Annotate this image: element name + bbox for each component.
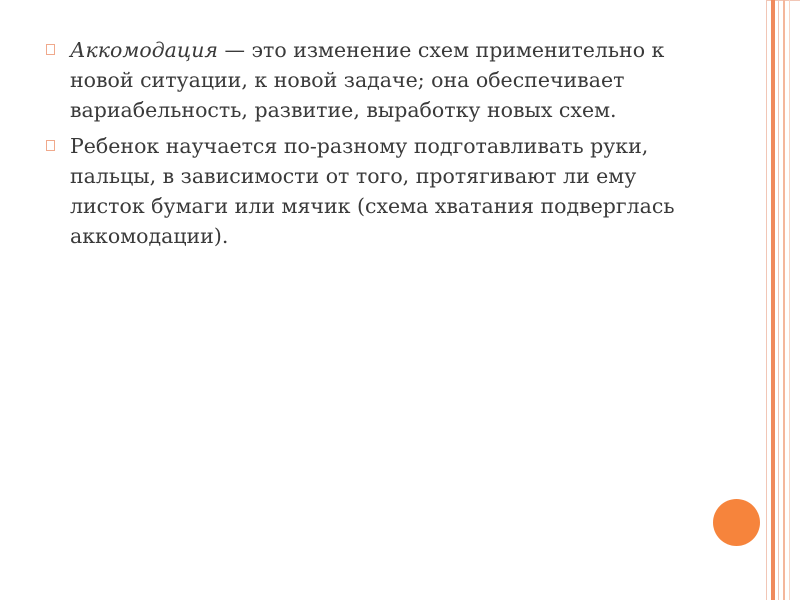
decorative-stripe xyxy=(778,0,779,600)
bullet-item-accommodation-definition xyxy=(44,35,694,125)
bullet-item-child-example xyxy=(44,131,694,251)
decorative-orange-circle xyxy=(713,499,760,546)
bullet-text: Ребенок научается по-разному подготавливать руки, пальцы, в зависимости от того, протягивают ли ему листок бумаги или мячик (схема хватания подверглась аккомодации). xyxy=(70,134,675,248)
bullet-marker-icon xyxy=(46,140,55,151)
bullet-marker-icon xyxy=(46,44,55,55)
bullet-term: Аккомодация xyxy=(70,38,218,62)
decorative-stripe xyxy=(783,0,785,600)
decorative-stripe xyxy=(771,0,775,600)
decorative-stripe xyxy=(789,0,790,600)
slide-body xyxy=(44,35,694,257)
decorative-stripe xyxy=(766,0,767,600)
bullet-text: — это изменение схем применительно к новой ситуации, к новой задаче; она обеспечивает вариабельность, развитие, выработку новых схем. xyxy=(70,38,665,122)
